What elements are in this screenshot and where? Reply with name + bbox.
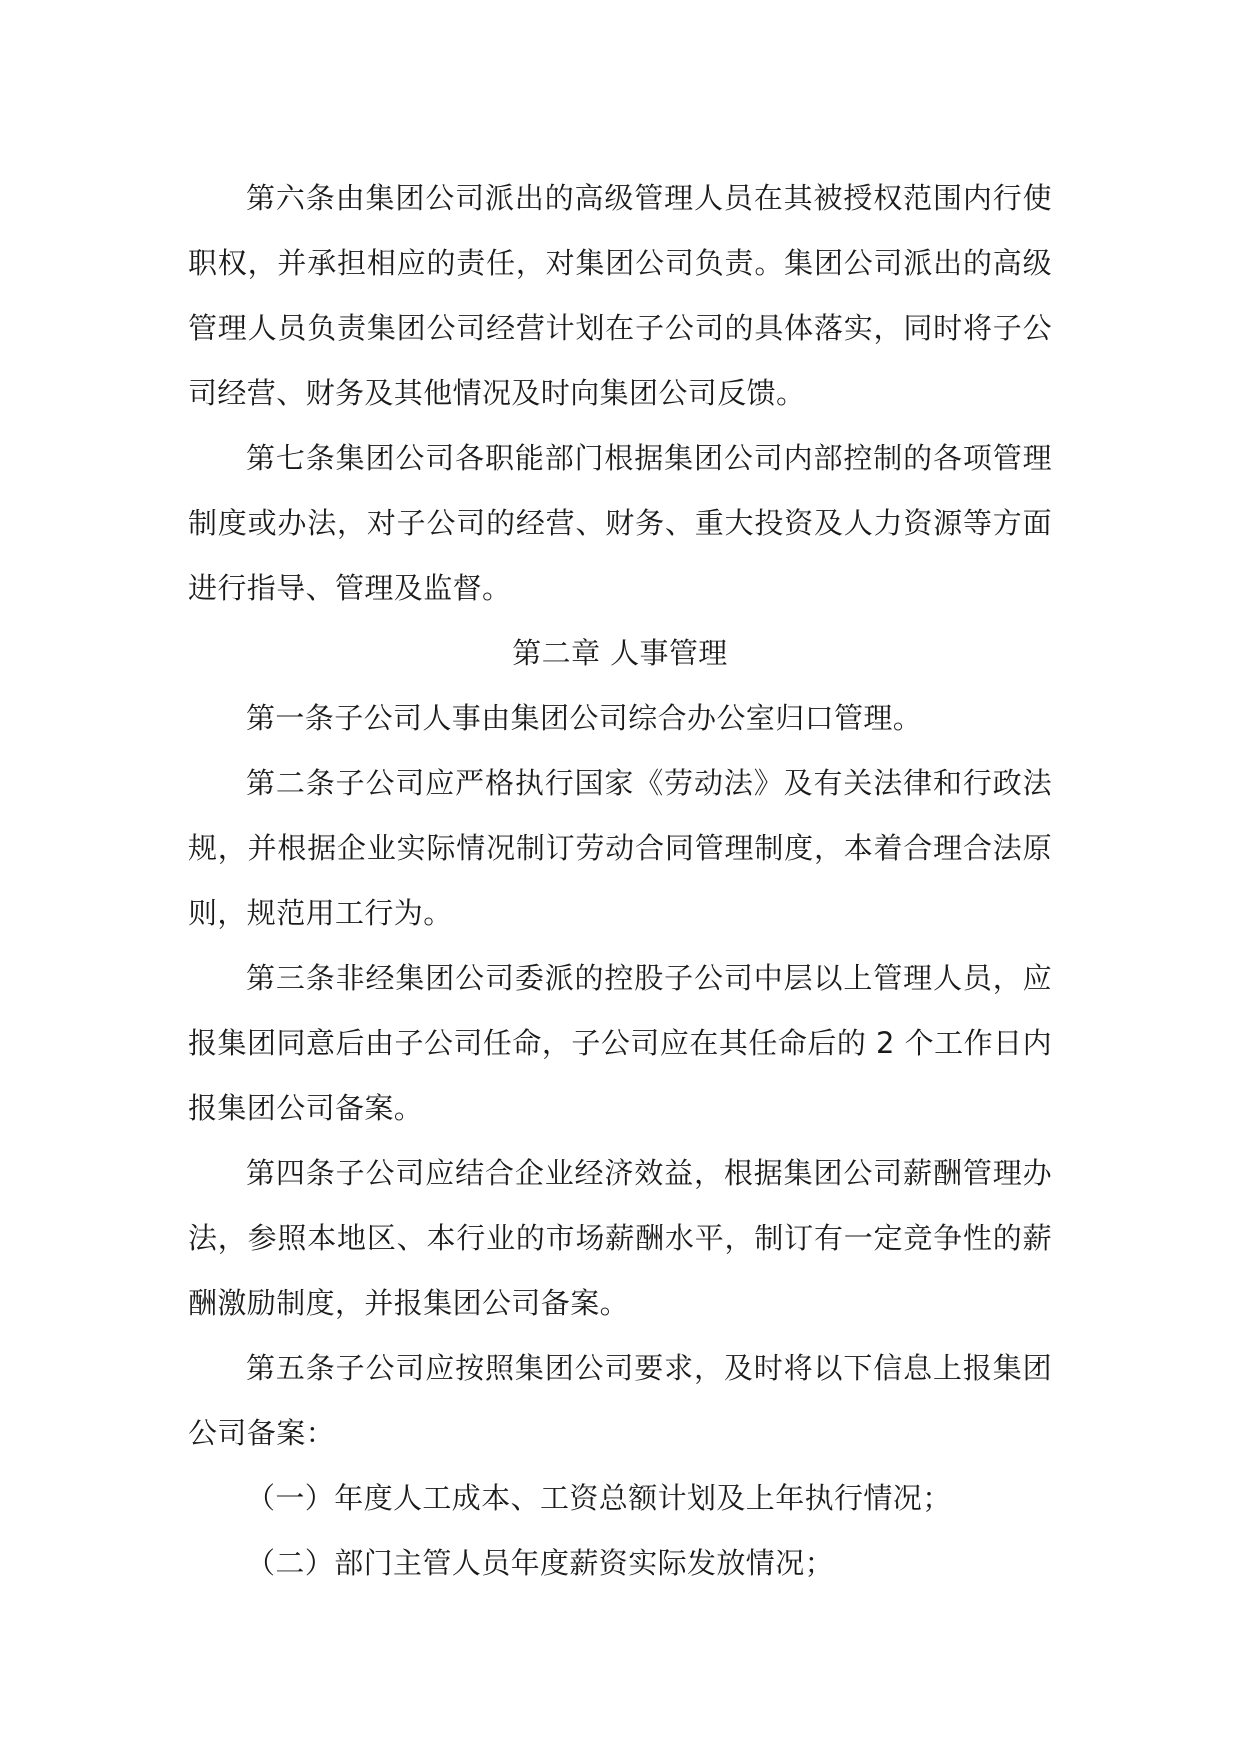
list-item: （二）部门主管人员年度薪资实际发放情况； bbox=[246, 1546, 835, 1580]
chapter2-article-1-paragraph: 第一条子公司人事由集团公司综合办公室归口管理。 bbox=[246, 701, 923, 735]
chapter2-article-5-paragraph: 第五条子公司应按照集团公司要求，及时将以下信息上报集团公司备案： bbox=[188, 1351, 1052, 1450]
list-item: （一）年度人工成本、工资总额计划及上年执行情况； bbox=[246, 1481, 952, 1515]
chapter2-article-2-paragraph: 第二条子公司应严格执行国家《劳动法》及有关法律和行政法规，并根据企业实际情况制订劳动合同管理制度，本着合理合法原则，规范用工行为。 bbox=[188, 766, 1052, 930]
chapter2-article-4-paragraph: 第四条子公司应结合企业经济效益，根据集团公司薪酬管理办法，参照本地区、本行业的市场薪酬水平，制订有一定竞争性的薪酬激励制度，并报集团公司备案。 bbox=[188, 1156, 1052, 1320]
chapter-heading: 第二章 人事管理 bbox=[512, 636, 728, 670]
document-body bbox=[188, 166, 1052, 1596]
chapter2-article-3-paragraph: 第三条非经集团公司委派的控股子公司中层以上管理人员，应报集团同意后由子公司任命，子公司应在其任命后的 2 个工作日内报集团公司备案。 bbox=[188, 961, 1052, 1125]
article-6-paragraph: 第六条由集团公司派出的高级管理人员在其被授权范围内行使职权，并承担相应的责任，对集团公司负责。集团公司派出的高级管理人员负责集团公司经营计划在子公司的具体落实，同时将子公司经营、财务及其他情况及时向集团公司反馈。 bbox=[188, 181, 1052, 410]
article-7-paragraph: 第七条集团公司各职能部门根据集团公司内部控制的各项管理制度或办法，对子公司的经营、财务、重大投资及人力资源等方面进行指导、管理及监督。 bbox=[188, 441, 1052, 605]
